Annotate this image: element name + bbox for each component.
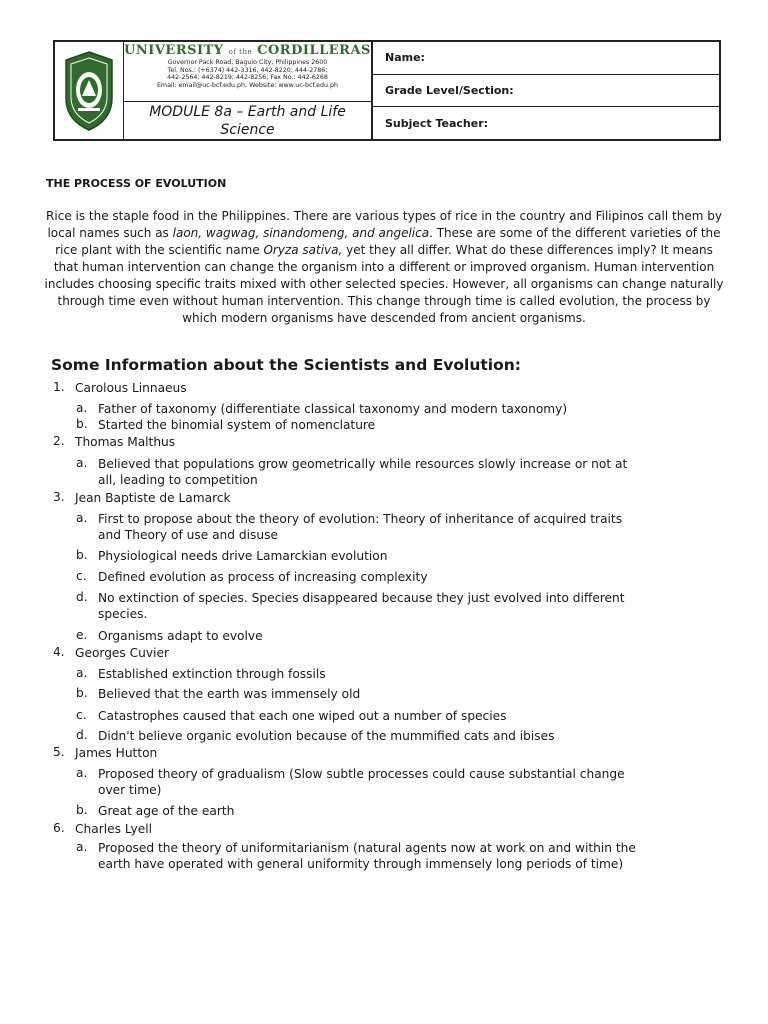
sub-item-line: Father of taxonomy (differentiate classical taxonomy and modern taxonomy) — [98, 402, 568, 416]
sub-item-line: Established extinction through fossils — [98, 667, 326, 681]
name-field: Name: — [373, 42, 719, 75]
sub-item-letter: a. — [76, 456, 88, 470]
address-line: Governor Pack Road, Baguio City, Philippines 2600 — [167, 59, 328, 66]
sub-item-letter: a. — [76, 666, 88, 680]
university-name: UNIVERSITY of the CORDILLERAS — [124, 43, 371, 58]
sub-item-letter: a. — [76, 401, 88, 415]
sub-item-letter: b. — [76, 803, 88, 817]
module-title: MODULE 8a – Earth and Life Science — [149, 103, 346, 138]
sub-item-line: over time) — [98, 783, 162, 797]
sub-item-letter: b. — [76, 686, 88, 700]
sub-item-letter: a. — [76, 766, 88, 780]
intro-paragraph: Rice is the staple food in the Philippines. There are various types of rice in the country and Filipinos call them by local names such as laon, wagwag, sinandomeng, and angelica. These are some of the different varieties of the rice plant with the scientific name Oryza sativa, yet they all differ. What do these differences imply? It means that human intervention can change the organism into a different or improved organism. Human intervention includes choosing specific traits mixed with other selected species. However, all organisms can change naturally through time even without human intervention. This change through time is called evolution, the process by which modern organisms have descended from ancient organisms. — [44, 209, 724, 325]
address-line: Email: email@uc-bcf.edu.ph; Website: www.uc-bcf.edu.ph — [156, 81, 339, 89]
sub-item-letter: d. — [76, 728, 88, 742]
sub-item-letter: c. — [76, 569, 87, 583]
sub-item-line: Didn't believe organic evolution because of the mummified cats and ibises — [98, 729, 555, 743]
list-number: 6. — [53, 821, 65, 835]
address-line: Tel. Nos.: (+6374) 442-3316, 442-8220; 444-2786; — [167, 66, 328, 74]
scientist-name: Charles Lyell — [75, 822, 152, 836]
sub-item-line: all, leading to competition — [98, 473, 258, 487]
document-title: THE PROCESS OF EVOLUTION — [46, 177, 227, 190]
sub-item-letter: e. — [76, 628, 88, 642]
sub-item-line: Defined evolution as process of increasing complexity — [98, 570, 428, 584]
sub-item-letter: c. — [76, 708, 87, 722]
sub-item-line: earth have operated with general uniformity through immensely long periods of time) — [98, 857, 624, 871]
scientist-name: Carolous Linnaeus — [75, 381, 187, 395]
sub-item-letter: a. — [76, 840, 88, 854]
sub-item-line: Started the binomial system of nomenclature — [98, 418, 376, 432]
list-number: 5. — [53, 745, 65, 759]
sub-item-line: Believed that populations grow geometrically while resources slowly increase or not at — [98, 457, 628, 471]
list-number: 2. — [53, 434, 65, 448]
list-number: 3. — [53, 490, 65, 504]
list-number: 4. — [53, 645, 65, 659]
sub-item-letter: d. — [76, 590, 88, 604]
section-heading: Some Information about the Scientists and Evolution: — [51, 356, 521, 374]
sub-item-line: Believed that the earth was immensely old — [98, 687, 361, 701]
sub-item-line: First to propose about the theory of evolution: Theory of inheritance of acquired traits — [98, 512, 623, 526]
address-line: 442-2564; 442-8219; 442-8256; Fax No.: 442-6268 — [167, 74, 328, 82]
sub-item-line: Proposed theory of gradualism (Slow subtle processes could cause substantial change — [98, 767, 625, 781]
sub-item-line: Catastrophes caused that each one wiped out a number of species — [98, 709, 507, 723]
scientist-name: Thomas Malthus — [75, 435, 176, 449]
rice-varieties: laon, wagwag, sinandomeng, and angelica — [172, 226, 430, 240]
subject-teacher-field: Subject Teacher: — [385, 116, 489, 130]
sub-item-letter: a. — [76, 511, 88, 525]
sub-item-line: Great age of the earth — [98, 804, 235, 818]
sub-item-line: No extinction of species. Species disappeared because they just evolved into different — [98, 591, 625, 605]
sub-item-line: Organisms adapt to evolve — [98, 629, 263, 643]
sub-item-line: Proposed the theory of uniformitarianism (natural agents now at work on and within the — [98, 841, 636, 855]
sub-item-letter: b. — [76, 417, 88, 431]
sub-item-line: Physiological needs drive Lamarckian evolution — [98, 549, 388, 563]
scientist-name: James Hutton — [75, 746, 158, 760]
sub-item-line: species. — [98, 607, 148, 621]
grade-section-field: Grade Level/Section: — [373, 75, 719, 108]
scientist-name: Jean Baptiste de Lamarck — [75, 491, 231, 505]
scientist-name: Georges Cuvier — [75, 646, 169, 660]
list-number: 1. — [53, 380, 65, 394]
sub-item-letter: b. — [76, 548, 88, 562]
scientific-name: Oryza sativa, — [263, 243, 343, 257]
sub-item-line: and Theory of use and disuse — [98, 528, 278, 542]
